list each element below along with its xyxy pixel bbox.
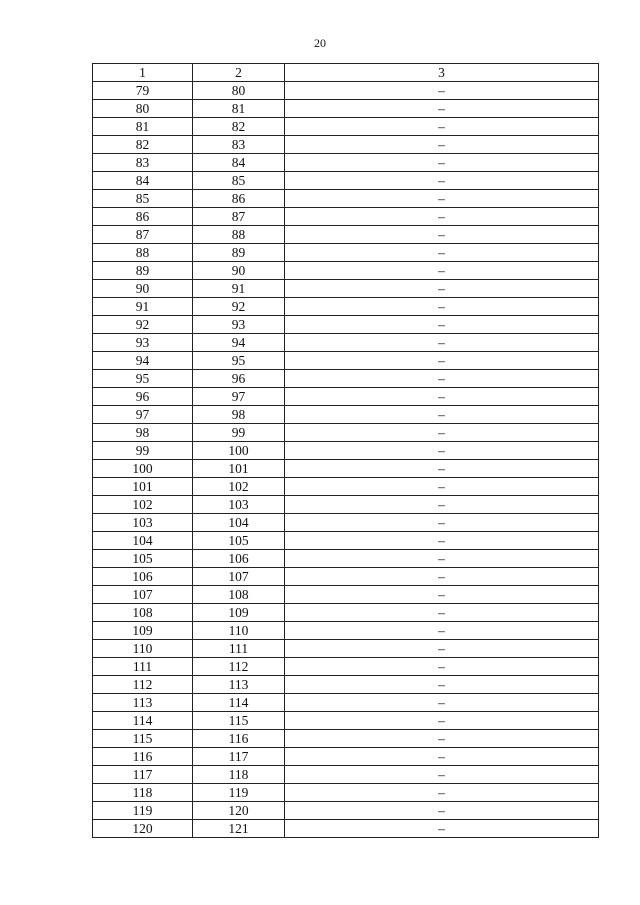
table-cell-col2: 97 (193, 388, 285, 406)
table-cell-col1: 89 (93, 262, 193, 280)
table-cell-col3: – (285, 766, 599, 784)
table-cell-col1: 112 (93, 676, 193, 694)
table-row (93, 298, 599, 316)
table-row (93, 424, 599, 442)
table-row (93, 442, 599, 460)
table-cell-col1: 109 (93, 622, 193, 640)
table-cell-col2: 113 (193, 676, 285, 694)
table-row (93, 406, 599, 424)
table-cell-col2: 92 (193, 298, 285, 316)
table-cell-col3: – (285, 658, 599, 676)
table-row (93, 802, 599, 820)
table-cell-col1: 99 (93, 442, 193, 460)
table-cell-col2: 104 (193, 514, 285, 532)
table-cell-col3: – (285, 622, 599, 640)
table-cell-col3: – (285, 532, 599, 550)
table-row (93, 478, 599, 496)
table-row (93, 748, 599, 766)
table-cell-col2: 90 (193, 262, 285, 280)
table-cell-col2: 116 (193, 730, 285, 748)
table-cell-col2: 114 (193, 694, 285, 712)
table-row (93, 82, 599, 100)
table-cell-col1: 91 (93, 298, 193, 316)
table-cell-col1: 105 (93, 550, 193, 568)
table-cell-col3: – (285, 280, 599, 298)
table-cell-col2: 115 (193, 712, 285, 730)
table-row (93, 820, 599, 838)
table-row (93, 496, 599, 514)
table-cell-col2: 100 (193, 442, 285, 460)
table-cell-col2: 86 (193, 190, 285, 208)
table-cell-col2: 94 (193, 334, 285, 352)
table-cell-col3: – (285, 118, 599, 136)
table-row (93, 514, 599, 532)
table-cell-col3: – (285, 712, 599, 730)
table-cell-col3: – (285, 820, 599, 838)
table-cell-col3: – (285, 370, 599, 388)
table-row (93, 784, 599, 802)
table-cell-col1: 81 (93, 118, 193, 136)
table-cell-col2: 93 (193, 316, 285, 334)
table-cell-col2: 120 (193, 802, 285, 820)
table-row (93, 388, 599, 406)
table-cell-col3: – (285, 802, 599, 820)
table-cell-col3: – (285, 730, 599, 748)
table-cell-col1: 111 (93, 658, 193, 676)
table-row (93, 118, 599, 136)
table-cell-col3: – (285, 676, 599, 694)
table-cell-col3: – (285, 568, 599, 586)
table-cell-col2: 99 (193, 424, 285, 442)
table-cell-col2: 103 (193, 496, 285, 514)
table-header-row (93, 64, 599, 82)
table-cell-col1: 86 (93, 208, 193, 226)
table-cell-col3: – (285, 352, 599, 370)
table-cell-col3: – (285, 748, 599, 766)
table-cell-col1: 98 (93, 424, 193, 442)
table-cell-col1: 120 (93, 820, 193, 838)
table-cell-col3: – (285, 478, 599, 496)
table-cell-col2: 112 (193, 658, 285, 676)
table-row (93, 370, 599, 388)
table-cell-col3: – (285, 586, 599, 604)
table-cell-col1: 97 (93, 406, 193, 424)
table-row (93, 136, 599, 154)
table-cell-col1: 100 (93, 460, 193, 478)
table-cell-col2: 108 (193, 586, 285, 604)
table-cell-col1: 82 (93, 136, 193, 154)
column-header-1: 1 (93, 64, 193, 82)
table-cell-col1: 95 (93, 370, 193, 388)
table-cell-col2: 95 (193, 352, 285, 370)
table-cell-col1: 103 (93, 514, 193, 532)
table-row (93, 100, 599, 118)
table-row (93, 694, 599, 712)
table-cell-col3: – (285, 262, 599, 280)
table-row (93, 658, 599, 676)
table-cell-col1: 117 (93, 766, 193, 784)
table-row (93, 208, 599, 226)
data-table (92, 63, 599, 838)
table-cell-col2: 117 (193, 748, 285, 766)
table-cell-col1: 110 (93, 640, 193, 658)
table-row (93, 586, 599, 604)
table-cell-col2: 101 (193, 460, 285, 478)
table-cell-col3: – (285, 514, 599, 532)
column-header-2: 2 (193, 64, 285, 82)
table-cell-col2: 87 (193, 208, 285, 226)
table-row (93, 244, 599, 262)
table-cell-col2: 111 (193, 640, 285, 658)
table-cell-col1: 92 (93, 316, 193, 334)
table-cell-col3: – (285, 226, 599, 244)
table-cell-col1: 118 (93, 784, 193, 802)
column-header-3: 3 (285, 64, 599, 82)
table-row (93, 604, 599, 622)
table-cell-col3: – (285, 154, 599, 172)
table-cell-col3: – (285, 82, 599, 100)
table-cell-col3: – (285, 550, 599, 568)
table-cell-col3: – (285, 406, 599, 424)
table-cell-col3: – (285, 244, 599, 262)
table-row (93, 640, 599, 658)
page-number: 20 (314, 36, 326, 50)
table-cell-col2: 102 (193, 478, 285, 496)
table-cell-col1: 106 (93, 568, 193, 586)
table-cell-col1: 90 (93, 280, 193, 298)
table-cell-col3: – (285, 694, 599, 712)
table-cell-col3: – (285, 172, 599, 190)
table-cell-col1: 113 (93, 694, 193, 712)
table-cell-col3: – (285, 136, 599, 154)
table-cell-col3: – (285, 190, 599, 208)
table-cell-col3: – (285, 460, 599, 478)
table-cell-col2: 81 (193, 100, 285, 118)
table-row (93, 460, 599, 478)
table-row (93, 730, 599, 748)
table-row (93, 316, 599, 334)
table-cell-col2: 80 (193, 82, 285, 100)
table-cell-col2: 82 (193, 118, 285, 136)
table-cell-col1: 88 (93, 244, 193, 262)
table-cell-col1: 94 (93, 352, 193, 370)
table-row (93, 226, 599, 244)
table-cell-col1: 116 (93, 748, 193, 766)
table-row (93, 154, 599, 172)
table-cell-col1: 79 (93, 82, 193, 100)
table-cell-col1: 80 (93, 100, 193, 118)
table-cell-col3: – (285, 604, 599, 622)
table-cell-col2: 118 (193, 766, 285, 784)
table-cell-col3: – (285, 496, 599, 514)
table-cell-col3: – (285, 784, 599, 802)
table-row (93, 550, 599, 568)
table-cell-col2: 109 (193, 604, 285, 622)
table-cell-col1: 107 (93, 586, 193, 604)
table-cell-col3: – (285, 388, 599, 406)
table-cell-col1: 119 (93, 802, 193, 820)
table-cell-col1: 108 (93, 604, 193, 622)
table-cell-col1: 84 (93, 172, 193, 190)
table-cell-col1: 101 (93, 478, 193, 496)
table-row (93, 532, 599, 550)
table-cell-col1: 96 (93, 388, 193, 406)
table-cell-col3: – (285, 640, 599, 658)
table-cell-col1: 114 (93, 712, 193, 730)
table-row (93, 280, 599, 298)
table-cell-col3: – (285, 208, 599, 226)
table-cell-col2: 110 (193, 622, 285, 640)
table-cell-col2: 88 (193, 226, 285, 244)
table-row (93, 262, 599, 280)
table-row (93, 568, 599, 586)
table-cell-col1: 87 (93, 226, 193, 244)
table-cell-col1: 93 (93, 334, 193, 352)
table-cell-col2: 121 (193, 820, 285, 838)
table-row (93, 622, 599, 640)
table-row (93, 352, 599, 370)
table-row (93, 172, 599, 190)
table-cell-col2: 98 (193, 406, 285, 424)
table-row (93, 190, 599, 208)
table-cell-col2: 91 (193, 280, 285, 298)
table-row (93, 676, 599, 694)
table-cell-col2: 84 (193, 154, 285, 172)
table-cell-col2: 83 (193, 136, 285, 154)
table-cell-col2: 85 (193, 172, 285, 190)
table-row (93, 712, 599, 730)
table-cell-col1: 104 (93, 532, 193, 550)
table-cell-col3: – (285, 424, 599, 442)
table-cell-col2: 89 (193, 244, 285, 262)
table-cell-col3: – (285, 442, 599, 460)
table-cell-col1: 102 (93, 496, 193, 514)
table-cell-col3: – (285, 334, 599, 352)
table-cell-col2: 105 (193, 532, 285, 550)
table-cell-col2: 96 (193, 370, 285, 388)
table-cell-col1: 85 (93, 190, 193, 208)
table-cell-col3: – (285, 100, 599, 118)
table-cell-col1: 83 (93, 154, 193, 172)
table-cell-col3: – (285, 298, 599, 316)
table-cell-col3: – (285, 316, 599, 334)
table-cell-col2: 119 (193, 784, 285, 802)
table-cell-col2: 106 (193, 550, 285, 568)
table-cell-col1: 115 (93, 730, 193, 748)
table-body (93, 82, 599, 838)
table-cell-col2: 107 (193, 568, 285, 586)
table-row (93, 334, 599, 352)
table-row (93, 766, 599, 784)
